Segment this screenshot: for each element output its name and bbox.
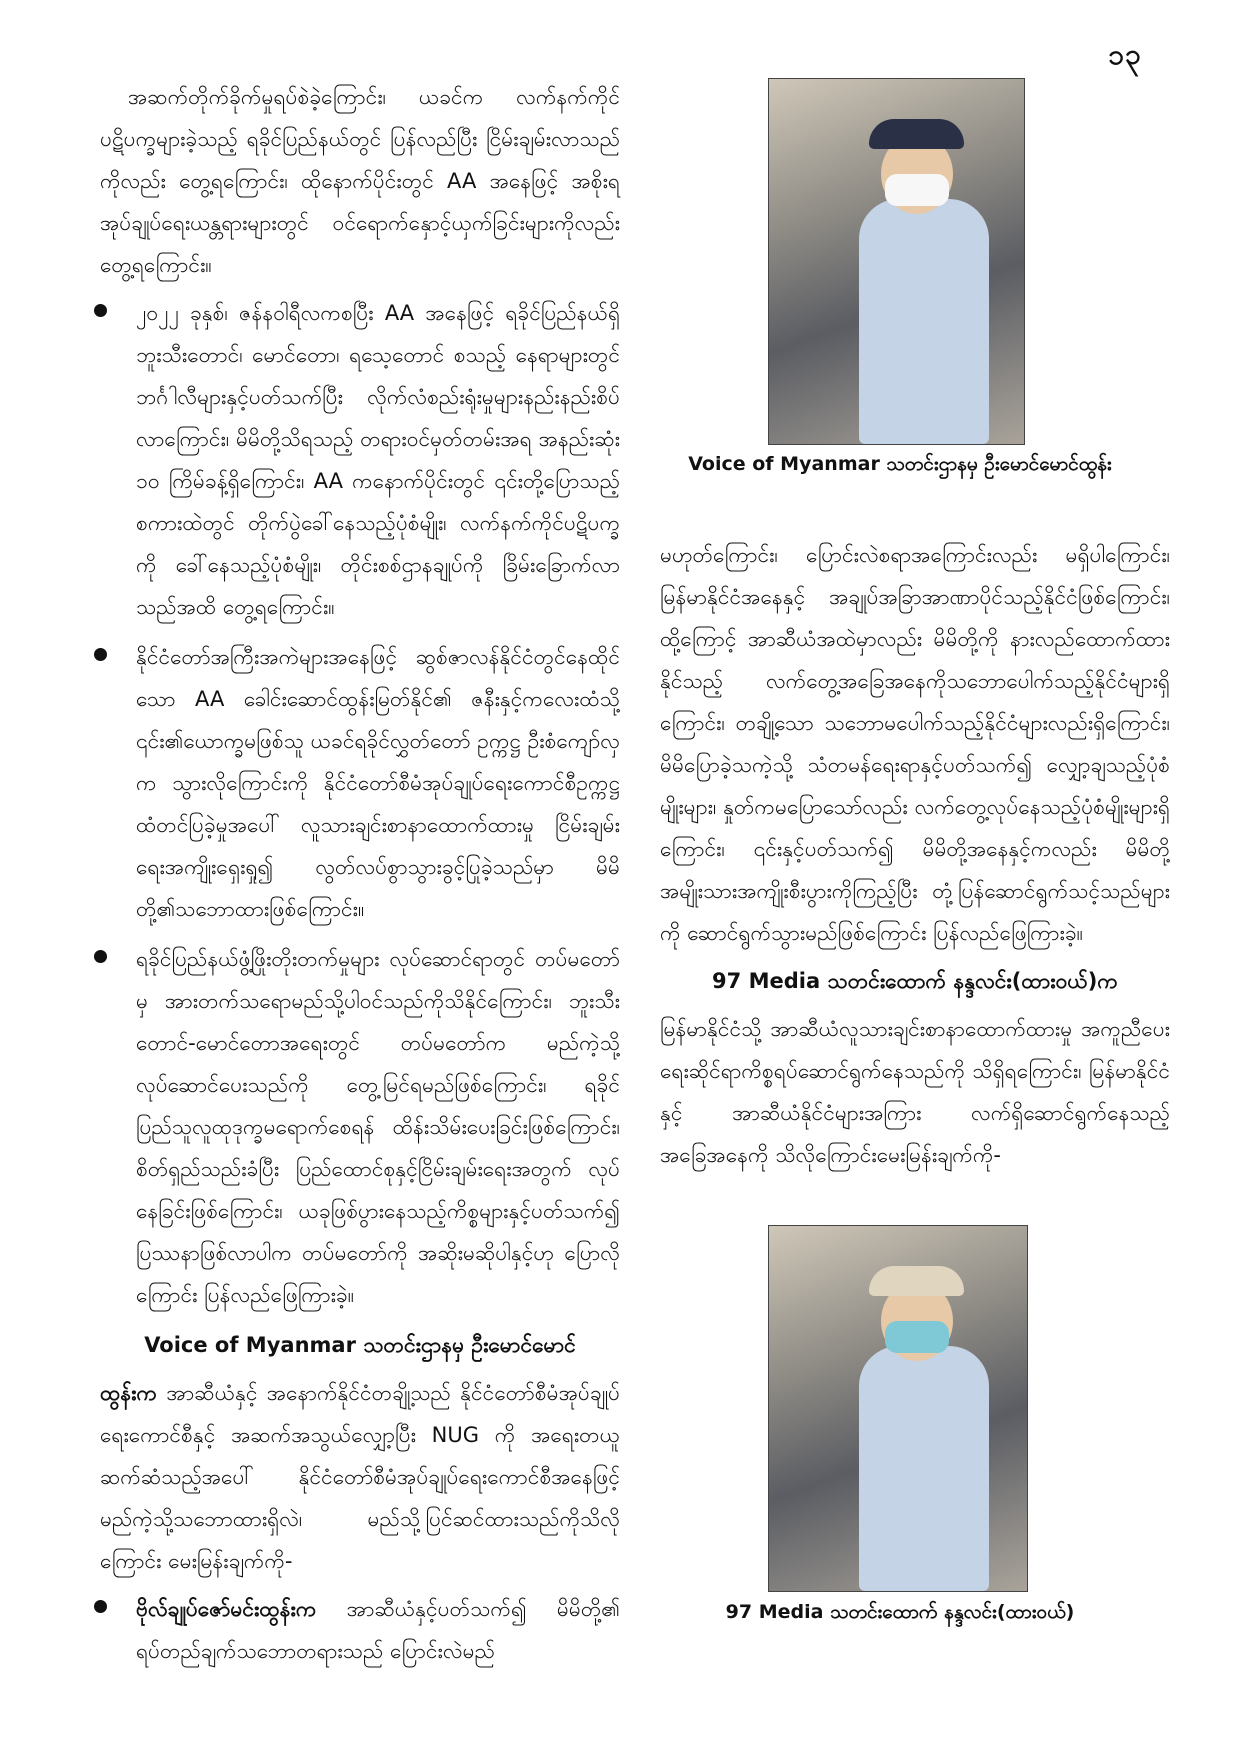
speaker-question xyxy=(100,1372,620,1582)
photo-caption-2: 97 Media သတင်းထောက် နန္ဒလင်း(ထားဝယ်) xyxy=(725,1601,1075,1623)
bullet-icon xyxy=(94,648,107,661)
bullet-icon xyxy=(94,950,107,963)
speaker-name: ထွန်းက xyxy=(100,1381,158,1405)
speaker2-heading: 97 Media သတင်းထောက် နန္ဒလင်း(ထားဝယ်)က xyxy=(712,969,1118,993)
bullet-text: နိုင်ငံတော်အကြီးအကဲများအနေဖြင့် ဆွစ်ဇာလန်နိုင်ငံတွင်နေထိုင်သော AA ခေါင်းဆောင်ထွန်းမြတ်နိုင်၏ ဇနီးနှင့်ကလေးထံသို့ ၎င်း၏ယောက္ခမဖြစ်သူ ယခင်ရခိုင်လွှတ်တော် ဥက္ကဋ္ဌ ဦးစံကျော်လှက သွားလိုကြောင်းကို နိုင်ငံတော်စီမံအုပ်ချုပ်ရေးကောင်စီဥက္ကဋ္ဌထံတင်ပြခဲ့မှုအပေါ် လူသားချင်းစာနာထောက်ထားမှု ငြိမ်းချမ်းရေးအကျိုးရှေးရှု၍ လွတ်လပ်စွာသွားခွင့်ပြုခဲ့သည်မှာ မိမိတို့၏သဘောထားဖြစ်ကြောင်း။ xyxy=(136,645,620,921)
bullet-icon xyxy=(94,304,107,317)
speaker-photo-97-media xyxy=(768,1225,1028,1592)
question-text: အာဆီယံနှင့် အနောက်နိုင်ငံတချို့သည် နိုင်ငံတော်စီမံအုပ်ချုပ်ရေးကောင်စီနှင့် အဆက်အသွယ်လျှော့ပြီး NUG ကို အရေးတယူဆက်ဆံသည့်အပေါ် နိုင်ငံတော်စီမံအုပ်ချုပ်ရေးကောင်စီအနေဖြင့် မည်ကဲ့သို့သဘောထားရှိလဲ၊ မည်သို့ပြင်ဆင်ထားသည်ကိုသိလိုကြောင်း မေးမြန်းချက်ကို- xyxy=(100,1381,620,1573)
page-number: ၁၃ xyxy=(1108,38,1142,71)
bullet-item xyxy=(100,292,620,628)
responder-name: ဗိုလ်ချုပ်ဇော်မင်းထွန်းက xyxy=(136,1597,317,1621)
bullet-item xyxy=(100,1588,620,1672)
left-column xyxy=(100,76,620,1680)
bullet-icon xyxy=(94,1600,107,1613)
bullet-text: အာဆီယံနှင့်ပတ်သက်၍ မိမိတို့၏ ရပ်တည်ချက်သဘောတရားသည် ပြောင်းလဲမည် xyxy=(136,1597,620,1663)
bullet-list xyxy=(100,292,620,1316)
right-column xyxy=(660,534,1170,1182)
continuation-paragraph: မဟုတ်ကြောင်း၊ ပြောင်းလဲစရာအကြောင်းလည်း မရှိပါကြောင်း၊ မြန်မာနိုင်ငံအနေနှင့် အချုပ်အခြာအာဏာပိုင်သည့်နိုင်ငံဖြစ်ကြောင်း၊ ထို့ကြောင့် အာဆီယံအထဲမှာလည်း မိမိတို့ကို နားလည်ထောက်ထားနိုင်သည့် လက်တွေ့အခြေအနေကိုသဘောပေါက်သည့်နိုင်ငံများရှိကြောင်း၊ တချို့သော သဘောမပေါက်သည့်နိုင်ငံများလည်းရှိကြောင်း၊ မိမိပြောခဲ့သကဲ့သို့ သံတမန်ရေးရာနှင့်ပတ်သက်၍ လျှော့ချသည့်ပုံစံမျိုးများ၊ နှုတ်ကမပြောသော်လည်း လက်တွေ့လုပ်နေသည့်ပုံစံမျိုးများရှိကြောင်း၊ ၎င်းနှင့်ပတ်သက်၍ မိမိတို့အနေနှင့်ကလည်း မိမိတို့ အမျိုးသားအကျိုးစီးပွားကိုကြည့်ပြီး တုံ့ပြန်ဆောင်ရွက်သင့်သည်များကို ဆောင်ရွက်သွားမည်ဖြစ်ကြောင်း ပြန်လည်ဖြေကြားခဲ့။ xyxy=(660,543,1170,945)
bullet-item xyxy=(100,636,620,930)
bullet-text: ရခိုင်ပြည်နယ်ဖွံ့ဖြိုးတိုးတက်မှုများ လုပ်ဆောင်ရာတွင် တပ်မတော်မှ အားတက်သရောမည်သို့ပါဝင်သည်ကိုသိနိုင်ကြောင်း၊ ဘူးသီးတောင်-မောင်တောအရေးတွင် တပ်မတော်က မည်ကဲ့သို့လုပ်ဆောင်ပေးသည်ကို တွေ့မြင်ရမည်ဖြစ်ကြောင်း၊ ရခိုင်ပြည်သူလူထုဒုက္ခမရောက်စေရန် ထိန်းသိမ်းပေးခြင်းဖြစ်ကြောင်း၊ စိတ်ရှည်သည်းခံပြီး ပြည်ထောင်စုနှင့်ငြိမ်းချမ်းရေးအတွက် လုပ်နေခြင်းဖြစ်ကြောင်း၊ ယခုဖြစ်ပွားနေသည့်ကိစ္စများနှင့်ပတ်သက်၍ ပြဿနာဖြစ်လာပါက တပ်မတော်ကို အဆိုးမဆိုပါနှင့်ဟု ပြောလိုကြောင်း ပြန်လည်ဖြေကြားခဲ့။ xyxy=(136,947,620,1307)
bullet-list-2 xyxy=(100,1588,620,1672)
bullet-text: ၂၀၂၂ ခုနှစ်၊ ဇန်နဝါရီလကစပြီး AA အနေဖြင့် ရခိုင်ပြည်နယ်ရှိ ဘူးသီးတောင်၊ မောင်တော၊ ရသေ့တောင် စသည့် နေရာများတွင် ဘင်္ဂါလီများနှင့်ပတ်သက်ပြီး လိုက်လံစည်းရုံးမှုများနည်းနည်းစိပ်လာကြောင်း၊ မိမိတို့သိရသည့် တရားဝင်မှတ်တမ်းအရ အနည်းဆုံး ၁၀ ကြိမ်ခန့်ရှိကြောင်း၊ AA ကနောက်ပိုင်းတွင် ၎င်းတို့ပြောသည့်စကားထဲတွင် တိုက်ပွဲခေါ်နေသည့်ပုံစံမျိုး၊ လက်နက်ကိုင်ပဋိပက္ခကို ခေါ်နေသည့်ပုံစံမျိုး၊ တိုင်းစစ်ဌာနချုပ်ကို ခြိမ်းခြောက်လာသည်အထိ တွေ့ရကြောင်း။ xyxy=(136,301,620,619)
photo-caption-1: Voice of Myanmar သတင်းဌာနမှ ဦးမောင်မောင်ထွန်း xyxy=(688,453,1112,475)
speaker-photo-voice-of-myanmar xyxy=(768,78,1025,445)
speaker2-question: မြန်မာနိုင်ငံသို့ အာဆီယံလူသားချင်းစာနာထောက်ထားမှု အကူညီပေးရေးဆိုင်ရာကိစ္စရပ်ဆောင်ရွက်နေသည်ကို သိရှိရကြောင်း၊ မြန်မာနိုင်ငံနှင့် အာဆီယံနိုင်ငံများအကြား လက်ရှိဆောင်ရွက်နေသည့်အခြေအနေကို သိလိုကြောင်းမေးမြန်းချက်ကို- xyxy=(660,1017,1170,1167)
speaker-heading: Voice of Myanmar သတင်းဌာနမှ ဦးမောင်မောင် xyxy=(144,1333,576,1357)
intro-paragraph: အဆက်တိုက်ခိုက်မှုရပ်စဲခဲ့ကြောင်း၊ ယခင်က လက်နက်ကိုင်ပဋိပက္ခများခဲ့သည့် ရခိုင်ပြည်နယ်တွင် ပြန်လည်ပြီး ငြိမ်းချမ်းလာသည်ကိုလည်း တွေ့ရကြောင်း၊ ထိုနောက်ပိုင်းတွင် AA အနေဖြင့် အစိုးရအုပ်ချုပ်ရေးယန္တရားများတွင် ဝင်ရောက်နှောင့်ယှက်ခြင်းများကိုလည်းတွေ့ရကြောင်း။ xyxy=(100,85,620,277)
bullet-item xyxy=(100,938,620,1316)
